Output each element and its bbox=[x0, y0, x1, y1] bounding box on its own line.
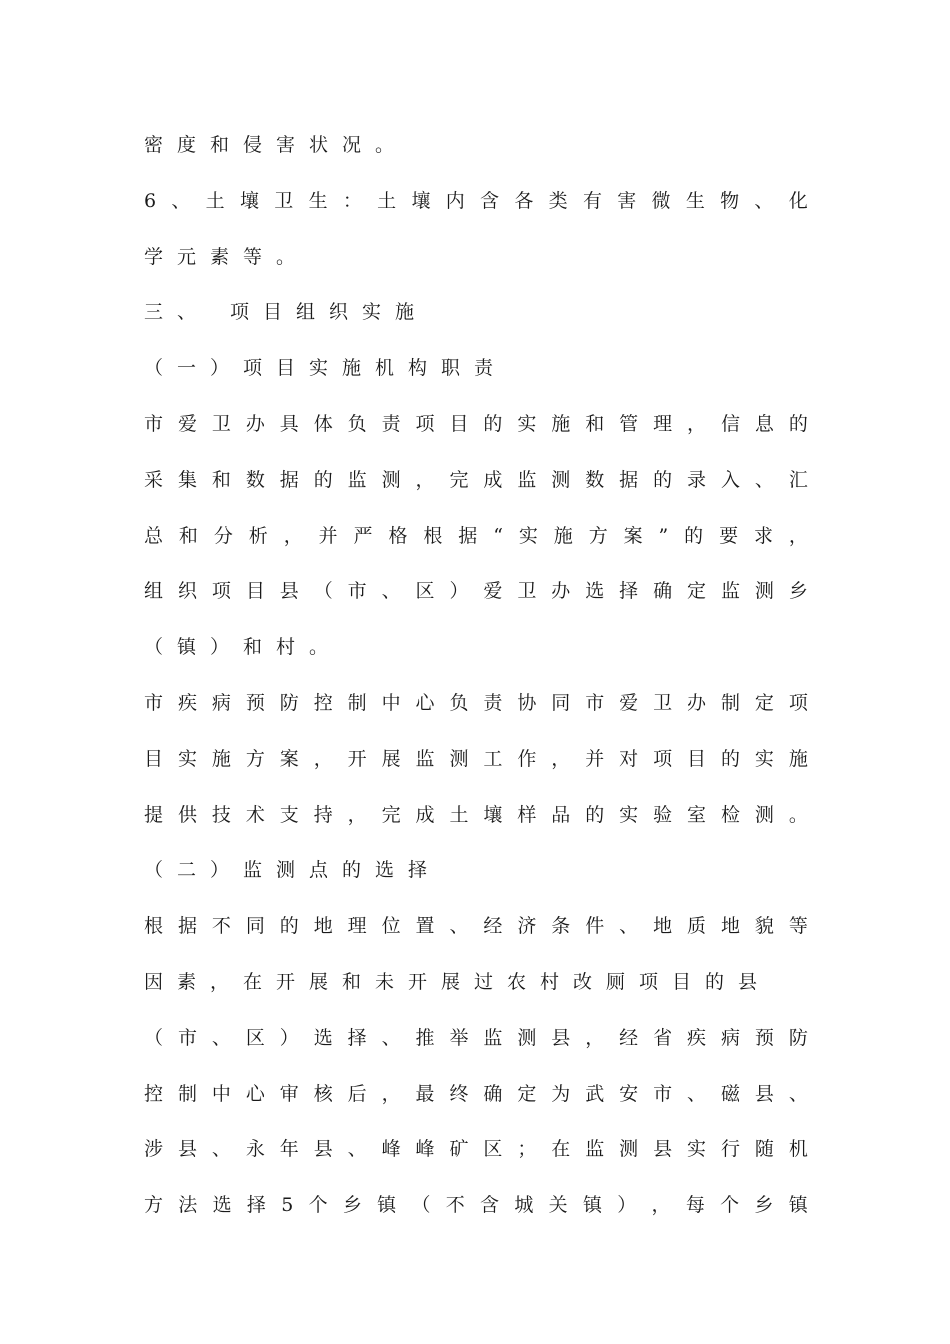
text-line: （二）监测点的选择 bbox=[144, 859, 442, 882]
text-line: 根 据 不 同 的 地 理 位 置 、 经 济 条 件 、 地 质 地 貌 等 bbox=[144, 915, 808, 938]
text-line: 组 织 项 目 县 （ 市 、 区 ） 爱 卫 办 选 择 确 定 监 测 乡 bbox=[144, 580, 808, 603]
text-line: （镇）和村。 bbox=[144, 636, 343, 659]
text-line: 总 和 分 析 ， 并 严 格 根 据 “ 实 施 方 案 ” 的 要 求 ， bbox=[144, 524, 808, 547]
text-line: 市 疾 病 预 防 控 制 中 心 负 责 协 同 市 爱 卫 办 制 定 项 bbox=[144, 691, 808, 714]
text-line: 市 爱 卫 办 具 体 负 责 项 目 的 实 施 和 管 理 ， 信 息 的 bbox=[144, 412, 808, 435]
text-line: （ 市 、 区 ） 选 择 、 推 举 监 测 县 ， 经 省 疾 病 预 防 bbox=[144, 1026, 808, 1049]
text-line: （一）项目实施机构职责 bbox=[144, 357, 508, 380]
text-line: 控 制 中 心 审 核 后 ， 最 终 确 定 为 武 安 市 、 磁 县 、 bbox=[144, 1082, 808, 1105]
body-text bbox=[144, 124, 808, 1240]
text-line: 因素，在开展和未开展过农村改厕项目的县 bbox=[144, 970, 772, 993]
text-line: 学元素等。 bbox=[144, 245, 310, 268]
text-line: 6 、 土 壤 卫 生 ： 土 壤 内 含 各 类 有 害 微 生 物 、 化 bbox=[144, 189, 808, 212]
text-line: 采 集 和 数 据 的 监 测 ， 完 成 监 测 数 据 的 录 入 、 汇 bbox=[144, 468, 808, 491]
text-line: 目 实 施 方 案 ， 开 展 监 测 工 作 ， 并 对 项 目 的 实 施 bbox=[144, 747, 808, 770]
text-line: 方 法 选 择 5 个 乡 镇 （ 不 含 城 关 镇 ） ， 每 个 乡 镇 bbox=[144, 1194, 808, 1217]
text-line: 密度和侵害状况。 bbox=[144, 134, 409, 156]
text-line: 涉 县 、 永 年 县 、 峰 峰 矿 区 ； 在 监 测 县 实 行 随 机 bbox=[144, 1138, 808, 1161]
text-line: 三、 项目组织实施 bbox=[144, 301, 429, 324]
text-line: 提 供 技 术 支 持 ， 完 成 土 壤 样 品 的 实 验 室 检 测 。 bbox=[144, 803, 808, 826]
